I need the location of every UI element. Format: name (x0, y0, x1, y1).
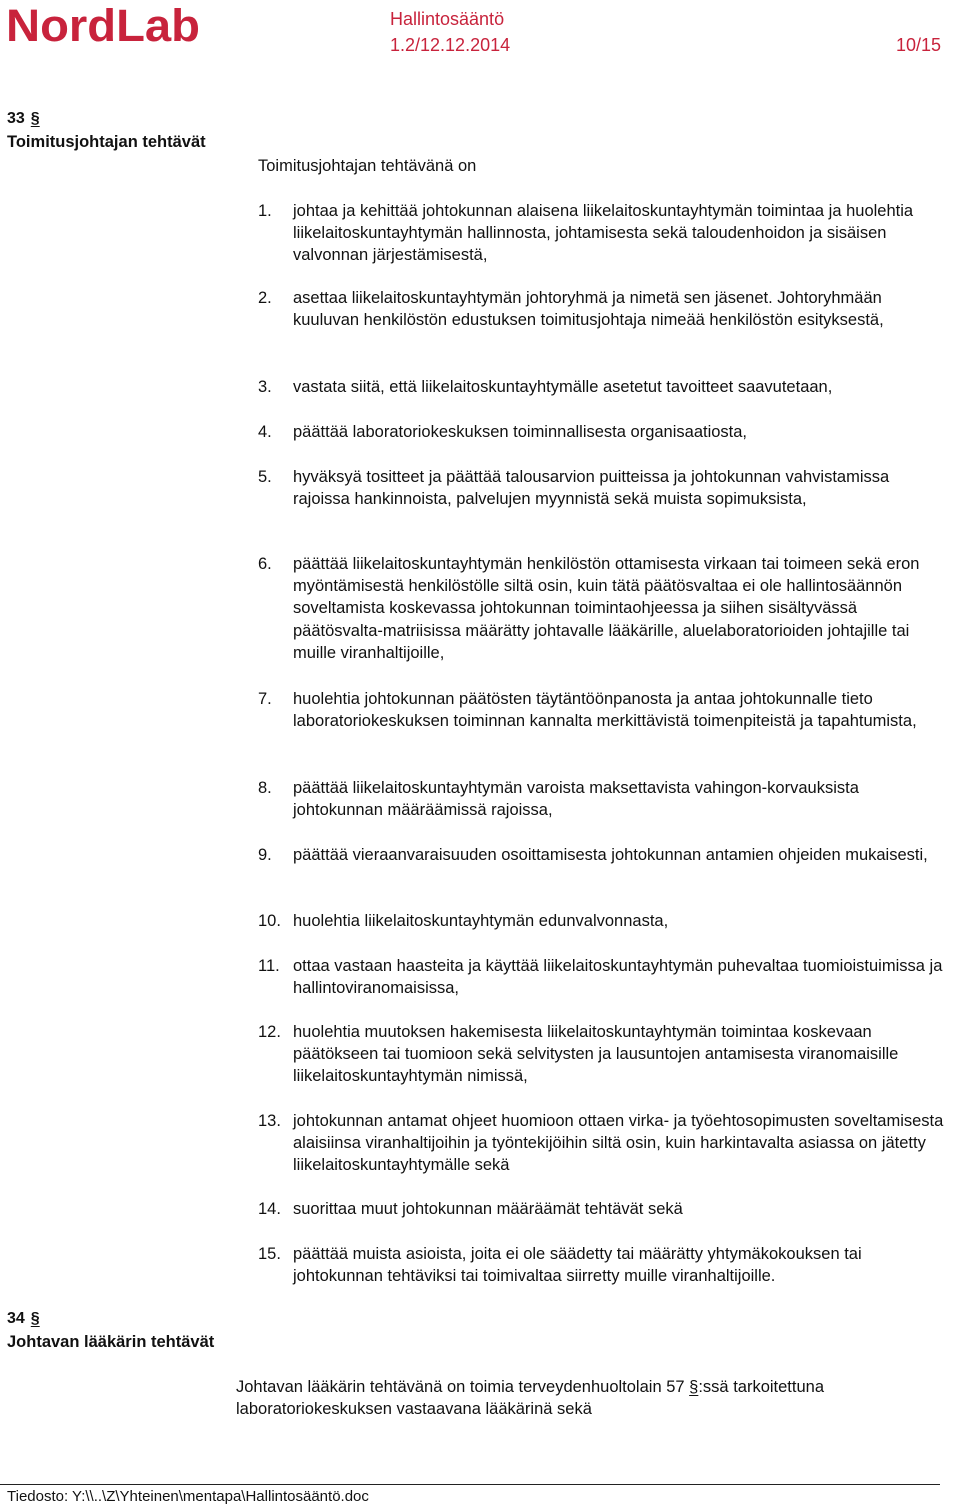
item-number: 5. (258, 468, 272, 486)
item-text: asettaa liikelaitoskuntayhtymän johtoryhmä ja nimetä sen jäsenet. Johtoryhmään kuuluvan henkilöstön edustuksen toimitusjohtaja nimeää henkilöstön esityksestä, (293, 289, 884, 330)
item-text: päättää liikelaitoskuntayhtymän varoista maksettavista vahingon-korvauksista johtokunnan määräämissä rajoissa, (293, 779, 859, 820)
nordlab-logo (6, 3, 202, 49)
section-33-title: Toimitusjohtajan tehtävät (7, 133, 206, 151)
item-number: 13. (258, 1112, 281, 1130)
item-text: päättää liikelaitoskuntayhtymän henkilöstön ottamisesta virkaan tai toimeen sekä eron myöntämisestä henkilöstölle siltä osin, kuin tätä päätösvaltaa ei ole hallintosäännön soveltamista koskevassa johtokunnan toimintaohjeessa ja siihen sisältyvässä päätösvalta-matriisissa määrätty johtavalle lääkärille, aluelaboratorioiden johtajille tai muille viranhaltijoille, (293, 555, 920, 662)
paragraph-sign: § (30, 1310, 40, 1327)
page-number: 10/15 (895, 35, 941, 55)
section-number: 33 (7, 110, 25, 127)
paragraph-sign-inline: § (689, 1378, 699, 1396)
item-number: 3. (258, 378, 272, 396)
document-version-date: 1.2/12.12.2014 (390, 35, 511, 55)
footer-file-path: Tiedosto: Y:\\..\Z\Yhteinen\mentapa\Hallintosääntö.doc (7, 1488, 369, 1505)
item-text: huolehtia johtokunnan päätösten täytäntöönpanosta ja antaa johtokunnalle tieto laboratoriokeskuksen toiminnan kannalta merkittävistä toimenpiteistä ja tapahtumista, (293, 690, 917, 731)
paragraph-sign: § (30, 110, 40, 127)
list-item (258, 200, 948, 267)
item-text: päättää vieraanvaraisuuden osoittamisesta johtokunnan antamien ohjeiden mukaisesti, (293, 846, 928, 864)
item-text: suorittaa muut johtokunnan määräämät tehtävät sekä (293, 1200, 683, 1218)
item-number: 6. (258, 555, 272, 573)
item-text: päättää muista asioista, joita ei ole säädetty tai määrätty yhtymäkokouksen tai johtokunnan tehtäviksi tai toimivaltaa siirretty muille viranhaltijoille. (293, 1245, 862, 1286)
list-item (258, 844, 948, 866)
list-item (258, 688, 948, 732)
section-number: 34 (7, 1310, 25, 1327)
list-item (258, 910, 948, 932)
item-number: 11. (258, 957, 280, 975)
item-text: johtokunnan antamat ohjeet huomioon ottaen virka- ja työehtosopimusten soveltamisesta alaisiinsa viranhaltijoihin ja työntekijöihin siltä osin, kuin harkintavalta asiassa on jätetty liikelaitoskuntayhtymälle sekä (293, 1112, 944, 1175)
section-34-title: Johtavan lääkärin tehtävät (7, 1333, 215, 1351)
item-text: johtaa ja kehittää johtokunnan alaisena liikelaitoskuntayhtymän toimintaa ja huolehtia liikelaitoskuntayhtymän hallinnosta, johtamisesta sekä taloudenhoidon ja sisäisen valvonnan järjestämisestä, (293, 202, 914, 265)
list-item (258, 553, 948, 664)
item-number: 12. (258, 1023, 281, 1041)
list-item (258, 955, 948, 999)
list-item (258, 1110, 948, 1177)
item-number: 4. (258, 423, 272, 441)
section-34-number (7, 1310, 40, 1328)
list-item (258, 287, 948, 331)
logo-text: NordLab (6, 3, 200, 49)
list-item (258, 421, 948, 443)
item-text: hyväksyä tositteet ja päättää talousarvion puitteissa ja johtokunnan vahvistamissa rajoissa hankinnoista, palvelujen myynnistä sekä muista sopimuksista, (293, 468, 890, 509)
paragraph-text-start: Johtavan lääkärin tehtävänä on toimia terveydenhuoltolain 57 (236, 1378, 685, 1396)
list-item (258, 1021, 948, 1088)
section-33-number (7, 110, 40, 128)
item-number: 7. (258, 690, 272, 708)
section-34-paragraph (236, 1376, 936, 1420)
item-number: 14. (258, 1200, 281, 1218)
item-number: 9. (258, 846, 272, 864)
item-text: vastata siitä, että liikelaitoskuntayhtymälle asetetut tavoitteet saavutetaan, (293, 378, 833, 396)
list-item (258, 1243, 948, 1287)
item-number: 1. (258, 202, 272, 220)
document-title: Hallintosääntö (390, 9, 505, 29)
list-item (258, 466, 948, 510)
list-item (258, 376, 948, 398)
item-text: päättää laboratoriokeskuksen toiminnallisesta organisaatiosta, (293, 423, 748, 441)
item-text: huolehtia muutoksen hakemisesta liikelaitoskuntayhtymän toimintaa koskevaan päätökseen tai tuomioon sekä selvitysten ja lausuntojen antamisesta viranomaisille liikelaitoskuntayhtymän nimissä, (293, 1023, 899, 1086)
item-text: ottaa vastaan haasteita ja käyttää liikelaitoskuntayhtymän puhevaltaa tuomioistuimissa ja hallintoviranomaisissa, (293, 957, 943, 998)
item-number: 2. (258, 289, 272, 307)
footer-divider (0, 1484, 940, 1485)
item-number: 10. (258, 912, 281, 930)
section-33-intro: Toimitusjohtajan tehtävänä on (258, 157, 477, 175)
item-text: huolehtia liikelaitoskuntayhtymän edunvalvonnasta, (293, 912, 669, 930)
paragraph-text-end: :ssä tarkoitettuna laboratoriokeskuksen vastaavana lääkärinä sekä (236, 1378, 824, 1419)
item-number: 15. (258, 1245, 281, 1263)
list-item (258, 1198, 948, 1220)
list-item (258, 777, 948, 821)
item-number: 8. (258, 779, 272, 797)
